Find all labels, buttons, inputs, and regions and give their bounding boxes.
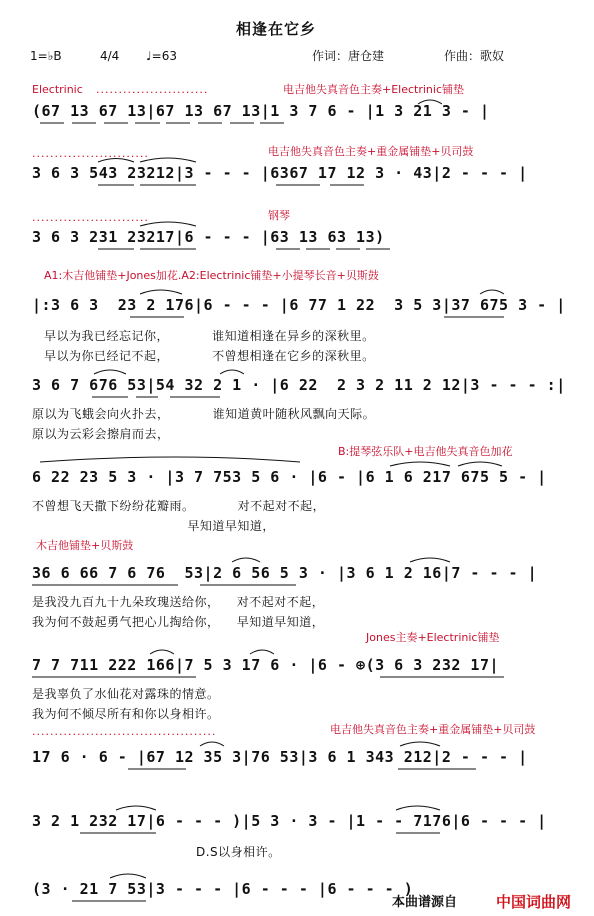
instruction: A1:木吉他铺垫+Jones加花.A2:Electrinic铺垫+小提琴长音+贝斯鼓: [44, 269, 379, 282]
source-label: 本曲谱源自: [392, 895, 458, 910]
lyric-line-1: 原以为飞蛾会向火扑去， 谁知道黄叶随秋风飘向天际。: [32, 407, 376, 421]
lyric-line-2: 我为何不鼓起勇气把心儿掏给你， 早知道早知道，: [32, 615, 325, 629]
notation-line: 17 6 · 6 - |67 12 35 3|76 53|3 6 1 343 212|2 - - - |: [32, 748, 528, 766]
lyric-line-1: 不曾想飞天撒下纷纷花瓣雨。 对不起对不起，: [32, 499, 326, 513]
score-title: 相逢在它乡: [236, 20, 317, 38]
notation-line: 3 6 7 676 53|54 32 2 1 · |6 22 2 3 2 11 2 12|3 - - - :|: [32, 376, 566, 394]
instruction-leader: .........................................: [32, 725, 217, 738]
lyric-line-1: 是我没九百九十九朵玫瑰送给你， 对不起对不起，: [32, 595, 325, 609]
instruction: 木吉他铺垫+贝斯鼓: [36, 539, 134, 552]
notation-line: (67 13 67 13|67 13 67 13|1 3 7 6 - |1 3 21 3 - |: [32, 102, 490, 120]
lyric-line-2: 早以为你已经记不起， 不曾想相逢在它乡的深秋里。: [44, 349, 375, 363]
instruction: Jones主奏+Electrinic铺垫: [366, 631, 500, 644]
lyric-line-1: 早以为我已经忘记你， 谁知道相逢在异乡的深秋里。: [44, 329, 375, 343]
notation-line: 7 7 711 222 166|7 5 3 17 6 · |6 - ⊕(3 6 3 232 17|: [32, 656, 500, 674]
instruction: 电吉他失真音色主奏+重金属铺垫+贝司鼓: [330, 723, 536, 736]
instruction-leader: ..........................: [32, 211, 149, 224]
key-signature: 1=♭B: [30, 49, 62, 63]
instruction: 钢琴: [268, 209, 290, 222]
instruction: B:提琴弦乐队+电吉他失真音色加花: [338, 445, 513, 458]
instruction: 电吉他失真音色主奏+Electrinic铺垫: [283, 83, 465, 96]
instruction-leader: .........................: [96, 83, 209, 96]
lyric-line-1: D.S以身相许。: [32, 845, 281, 859]
lyricist-credit: 作词：唐仓建: [312, 49, 385, 63]
composer-credit: 作曲：歌奴: [444, 49, 505, 63]
notation-line: 36 6 66 7 6 76 53|2 6 56 5 3 · |3 6 1 2 16|7 - - - |: [32, 564, 538, 582]
instruction-left: Electrinic: [32, 83, 83, 96]
time-signature: 4/4: [100, 49, 120, 63]
lyric-line-2: 我为何不倾尽所有和你以身相许。: [32, 707, 220, 721]
notation-line: 3 2 1 232 17|6 - - - )|5 3 · 3 - |1 - - 7176|6 - - - |: [32, 812, 547, 830]
notation-line: (3 · 21 7 53|3 - - - |6 - - - |6 - - - ): [32, 880, 414, 898]
instruction-leader: ..........................: [32, 147, 149, 160]
lyric-line-2: 早知道早知道，: [32, 519, 275, 533]
notation-line: 3 6 3 543 23212|3 - - - |6367 17 12 3 · 43|2 - - - |: [32, 164, 528, 182]
lyric-line-1: 是我辜负了水仙花对露珠的情意。: [32, 687, 220, 701]
site-logo-text: 中国词曲网: [496, 893, 572, 911]
tempo-marking: ♩=63: [146, 49, 177, 63]
instruction: 电吉他失真音色主奏+重金属铺垫+贝司鼓: [268, 145, 474, 158]
notation-line: 6 22 23 5 3 · |3 7 753 5 6 · |6 - |6 1 6 217 675 5 - |: [32, 468, 547, 486]
notation-line: |:3 6 3 23 2 176|6 - - - |6 77 1 22 3 5 3|37 675 3 - |: [32, 296, 566, 314]
notation-line: 3 6 3 231 23217|6 - - - |63 13 63 13): [32, 228, 385, 246]
lyric-line-2: 原以为云彩会擦肩而去，: [32, 427, 170, 441]
